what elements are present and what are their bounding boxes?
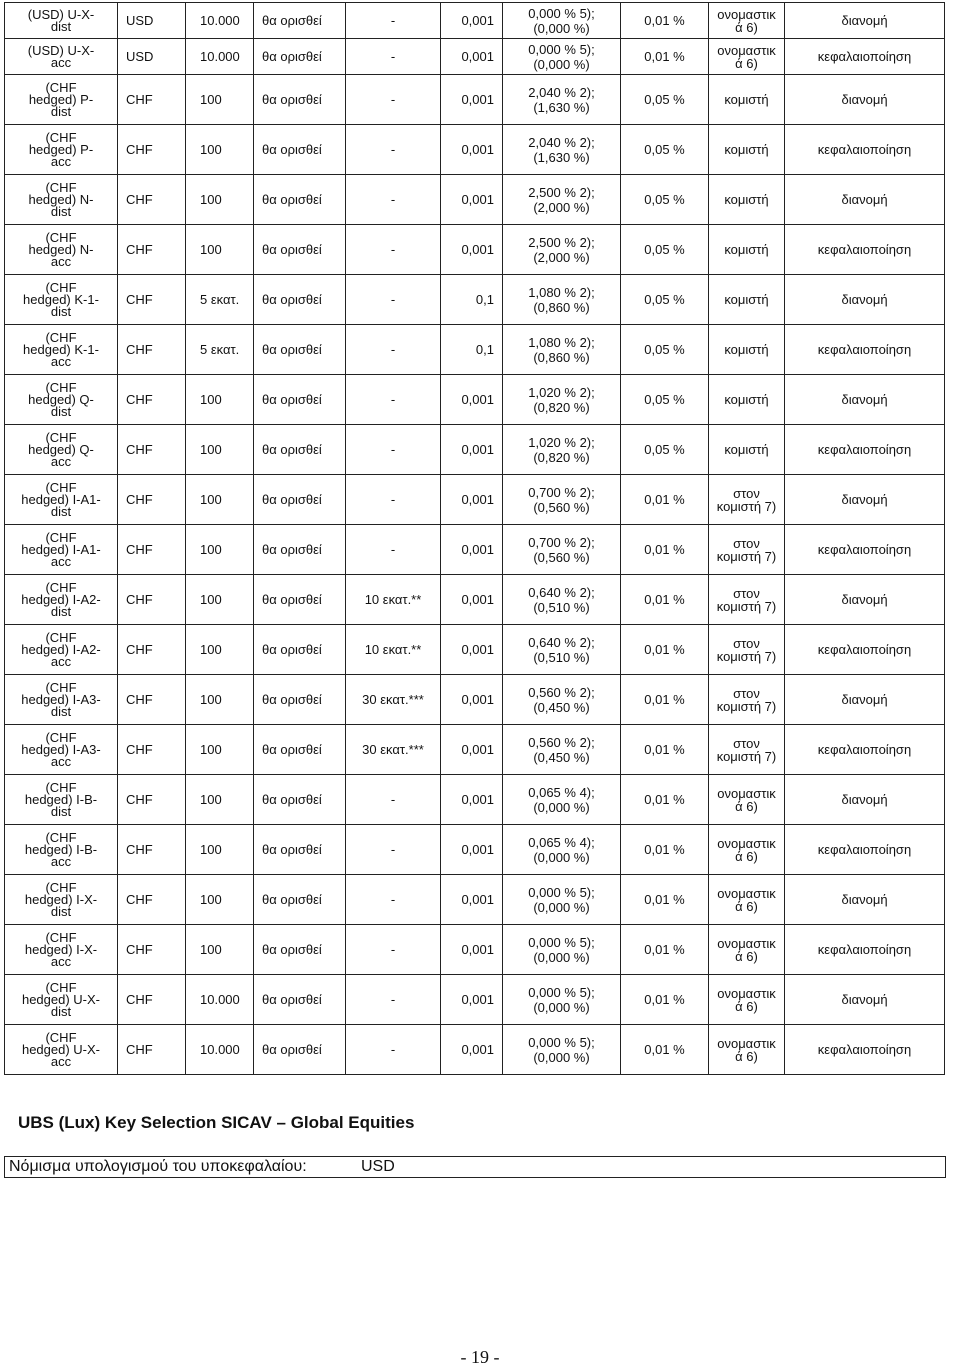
management-fee-cell: 0,000 % 5); (0,000 %): [503, 925, 621, 975]
minimum-investment-cell: 100: [186, 425, 254, 475]
currency-cell: CHF: [118, 775, 186, 825]
fraction-cell: 0,001: [441, 225, 503, 275]
currency-cell: CHF: [118, 75, 186, 125]
share-class-name: (CHF hedged) I-A3- dist: [5, 675, 118, 725]
share-type-cell: κομιστή: [709, 175, 785, 225]
fraction-cell: 0,001: [441, 975, 503, 1025]
currency-cell: CHF: [118, 1025, 186, 1075]
management-fee-cell: 1,020 % 2); (0,820 %): [503, 425, 621, 475]
minimum-investment-cell: 100: [186, 725, 254, 775]
subscription-tax-cell: 0,01 %: [621, 925, 709, 975]
launch-date-cell: θα ορισθεί: [254, 575, 346, 625]
fraction-cell: 0,1: [441, 325, 503, 375]
income-use-cell: διανομή: [785, 975, 945, 1025]
table-row: [5, 225, 945, 275]
launch-date-cell: θα ορισθεί: [254, 175, 346, 225]
share-class-name: (CHF hedged) P- acc: [5, 125, 118, 175]
minimum-subscription-cell: -: [346, 39, 441, 75]
share-class-name: (CHF hedged) I-B- acc: [5, 825, 118, 875]
share-type-cell: ονομαστικ ά 6): [709, 1025, 785, 1075]
launch-date-cell: θα ορισθεί: [254, 475, 346, 525]
launch-date-cell: θα ορισθεί: [254, 125, 346, 175]
minimum-subscription-cell: -: [346, 75, 441, 125]
management-fee-cell: 0,000 % 5); (0,000 %): [503, 3, 621, 39]
share-class-name: (CHF hedged) P- dist: [5, 75, 118, 125]
accounting-currency-label: Νόμισμα υπολογισμού του υποκεφαλαίου:: [9, 1158, 307, 1175]
minimum-investment-cell: 5 εκατ.: [186, 325, 254, 375]
share-type-cell: ονομαστικ ά 6): [709, 875, 785, 925]
income-use-cell: κεφαλαιοποίηση: [785, 39, 945, 75]
fraction-cell: 0,001: [441, 1025, 503, 1075]
currency-cell: CHF: [118, 525, 186, 575]
minimum-investment-cell: 100: [186, 675, 254, 725]
minimum-subscription-cell: -: [346, 125, 441, 175]
subscription-tax-cell: 0,05 %: [621, 325, 709, 375]
fraction-cell: 0,001: [441, 525, 503, 575]
share-type-cell: στον κομιστή 7): [709, 475, 785, 525]
launch-date-cell: θα ορισθεί: [254, 275, 346, 325]
subscription-tax-cell: 0,05 %: [621, 125, 709, 175]
launch-date-cell: θα ορισθεί: [254, 525, 346, 575]
management-fee-cell: 0,000 % 5); (0,000 %): [503, 39, 621, 75]
table-row: [5, 675, 945, 725]
minimum-investment-cell: 100: [186, 575, 254, 625]
launch-date-cell: θα ορισθεί: [254, 875, 346, 925]
launch-date-cell: θα ορισθεί: [254, 975, 346, 1025]
management-fee-cell: 2,500 % 2); (2,000 %): [503, 175, 621, 225]
minimum-investment-cell: 100: [186, 225, 254, 275]
table-row: [5, 925, 945, 975]
subscription-tax-cell: 0,01 %: [621, 525, 709, 575]
subscription-tax-cell: 0,01 %: [621, 625, 709, 675]
fraction-cell: 0,001: [441, 725, 503, 775]
minimum-subscription-cell: 10 εκατ.**: [346, 575, 441, 625]
table-row: [5, 325, 945, 375]
share-class-name: (CHF hedged) I-X- dist: [5, 875, 118, 925]
share-type-cell: κομιστή: [709, 325, 785, 375]
share-type-cell: ονομαστικ ά 6): [709, 825, 785, 875]
fraction-cell: 0,001: [441, 75, 503, 125]
table-row: [5, 375, 945, 425]
management-fee-cell: 1,080 % 2); (0,860 %): [503, 275, 621, 325]
table-row: [5, 39, 945, 75]
table-row: [5, 3, 945, 39]
accounting-currency-value: USD: [361, 1158, 395, 1175]
table-row: [5, 1025, 945, 1075]
currency-cell: CHF: [118, 675, 186, 725]
launch-date-cell: θα ορισθεί: [254, 325, 346, 375]
share-class-name: (CHF hedged) I-A2- acc: [5, 625, 118, 675]
minimum-subscription-cell: -: [346, 975, 441, 1025]
share-class-name: (USD) U-X- acc: [5, 39, 118, 75]
subscription-tax-cell: 0,01 %: [621, 475, 709, 525]
fraction-cell: 0,001: [441, 125, 503, 175]
fraction-cell: 0,001: [441, 425, 503, 475]
income-use-cell: διανομή: [785, 775, 945, 825]
income-use-cell: κεφαλαιοποίηση: [785, 825, 945, 875]
income-use-cell: κεφαλαιοποίηση: [785, 525, 945, 575]
minimum-investment-cell: 5 εκατ.: [186, 275, 254, 325]
subscription-tax-cell: 0,01 %: [621, 875, 709, 925]
minimum-investment-cell: 100: [186, 525, 254, 575]
income-use-cell: κεφαλαιοποίηση: [785, 425, 945, 475]
currency-cell: USD: [118, 3, 186, 39]
fund-title: UBS (Lux) Key Selection SICAV – Global Equities: [18, 1113, 415, 1132]
table-row: [5, 575, 945, 625]
share-type-cell: στον κομιστή 7): [709, 575, 785, 625]
currency-cell: CHF: [118, 875, 186, 925]
currency-cell: CHF: [118, 125, 186, 175]
minimum-subscription-cell: -: [346, 775, 441, 825]
launch-date-cell: θα ορισθεί: [254, 825, 346, 875]
share-type-cell: ονομαστικ ά 6): [709, 925, 785, 975]
minimum-subscription-cell: 10 εκατ.**: [346, 625, 441, 675]
subscription-tax-cell: 0,01 %: [621, 725, 709, 775]
subscription-tax-cell: 0,05 %: [621, 425, 709, 475]
fraction-cell: 0,001: [441, 175, 503, 225]
fraction-cell: 0,001: [441, 475, 503, 525]
fraction-cell: 0,001: [441, 825, 503, 875]
minimum-subscription-cell: -: [346, 325, 441, 375]
share-type-cell: ονομαστικ ά 6): [709, 975, 785, 1025]
share-class-name: (CHF hedged) Q- dist: [5, 375, 118, 425]
currency-cell: CHF: [118, 475, 186, 525]
minimum-subscription-cell: -: [346, 375, 441, 425]
minimum-subscription-cell: -: [346, 875, 441, 925]
income-use-cell: κεφαλαιοποίηση: [785, 725, 945, 775]
fraction-cell: 0,001: [441, 925, 503, 975]
share-type-cell: ονομαστικ ά 6): [709, 775, 785, 825]
currency-cell: CHF: [118, 975, 186, 1025]
management-fee-cell: 0,000 % 5); (0,000 %): [503, 975, 621, 1025]
management-fee-cell: 0,640 % 2); (0,510 %): [503, 575, 621, 625]
currency-cell: CHF: [118, 175, 186, 225]
minimum-investment-cell: 100: [186, 825, 254, 875]
table-row: [5, 425, 945, 475]
launch-date-cell: θα ορισθεί: [254, 1025, 346, 1075]
minimum-subscription-cell: -: [346, 175, 441, 225]
minimum-subscription-cell: -: [346, 225, 441, 275]
share-class-name: (CHF hedged) K-1- dist: [5, 275, 118, 325]
minimum-subscription-cell: -: [346, 1025, 441, 1075]
management-fee-cell: 0,000 % 5); (0,000 %): [503, 1025, 621, 1075]
currency-cell: USD: [118, 39, 186, 75]
launch-date-cell: θα ορισθεί: [254, 625, 346, 675]
share-class-table: [4, 2, 945, 1075]
management-fee-cell: 0,560 % 2); (0,450 %): [503, 675, 621, 725]
minimum-investment-cell: 100: [186, 475, 254, 525]
income-use-cell: κεφαλαιοποίηση: [785, 625, 945, 675]
management-fee-cell: 0,560 % 2); (0,450 %): [503, 725, 621, 775]
fraction-cell: 0,001: [441, 675, 503, 725]
table-row: [5, 825, 945, 875]
share-type-cell: στον κομιστή 7): [709, 675, 785, 725]
table-row: [5, 775, 945, 825]
share-type-cell: στον κομιστή 7): [709, 625, 785, 675]
share-class-name: (CHF hedged) K-1- acc: [5, 325, 118, 375]
currency-cell: CHF: [118, 325, 186, 375]
share-type-cell: κομιστή: [709, 425, 785, 475]
subscription-tax-cell: 0,01 %: [621, 825, 709, 875]
minimum-investment-cell: 100: [186, 125, 254, 175]
table-row: [5, 175, 945, 225]
management-fee-cell: 0,000 % 5); (0,000 %): [503, 875, 621, 925]
management-fee-cell: 2,040 % 2); (1,630 %): [503, 75, 621, 125]
minimum-subscription-cell: 30 εκατ.***: [346, 725, 441, 775]
launch-date-cell: θα ορισθεί: [254, 925, 346, 975]
launch-date-cell: θα ορισθεί: [254, 225, 346, 275]
management-fee-cell: 0,700 % 2); (0,560 %): [503, 525, 621, 575]
table-row: [5, 525, 945, 575]
share-class-name: (CHF hedged) I-X- acc: [5, 925, 118, 975]
income-use-cell: κεφαλαιοποίηση: [785, 325, 945, 375]
subscription-tax-cell: 0,01 %: [621, 675, 709, 725]
accounting-currency-box: [4, 1156, 946, 1178]
share-type-cell: στον κομιστή 7): [709, 725, 785, 775]
minimum-subscription-cell: -: [346, 525, 441, 575]
income-use-cell: διανομή: [785, 875, 945, 925]
currency-cell: CHF: [118, 625, 186, 675]
table-row: [5, 75, 945, 125]
subscription-tax-cell: 0,01 %: [621, 975, 709, 1025]
share-type-cell: κομιστή: [709, 125, 785, 175]
income-use-cell: διανομή: [785, 675, 945, 725]
income-use-cell: κεφαλαιοποίηση: [785, 225, 945, 275]
minimum-subscription-cell: -: [346, 425, 441, 475]
share-type-cell: στον κομιστή 7): [709, 525, 785, 575]
management-fee-cell: 2,040 % 2); (1,630 %): [503, 125, 621, 175]
share-type-cell: κομιστή: [709, 375, 785, 425]
income-use-cell: διανομή: [785, 3, 945, 39]
minimum-investment-cell: 100: [186, 875, 254, 925]
fraction-cell: 0,001: [441, 375, 503, 425]
share-class-name: (CHF hedged) I-B- dist: [5, 775, 118, 825]
table-row: [5, 475, 945, 525]
minimum-investment-cell: 10.000: [186, 975, 254, 1025]
management-fee-cell: 1,020 % 2); (0,820 %): [503, 375, 621, 425]
currency-cell: CHF: [118, 375, 186, 425]
table-row: [5, 875, 945, 925]
launch-date-cell: θα ορισθεί: [254, 75, 346, 125]
launch-date-cell: θα ορισθεί: [254, 775, 346, 825]
subscription-tax-cell: 0,01 %: [621, 775, 709, 825]
fraction-cell: 0,001: [441, 3, 503, 39]
table-row: [5, 625, 945, 675]
share-class-name: (CHF hedged) U-X- acc: [5, 1025, 118, 1075]
launch-date-cell: θα ορισθεί: [254, 425, 346, 475]
share-class-name: (CHF hedged) I-A1- acc: [5, 525, 118, 575]
share-type-cell: ονομαστικ ά 6): [709, 3, 785, 39]
table-row: [5, 275, 945, 325]
share-type-cell: ονομαστικ ά 6): [709, 39, 785, 75]
minimum-investment-cell: 100: [186, 375, 254, 425]
income-use-cell: διανομή: [785, 575, 945, 625]
management-fee-cell: 0,065 % 4); (0,000 %): [503, 825, 621, 875]
currency-cell: CHF: [118, 425, 186, 475]
minimum-subscription-cell: -: [346, 3, 441, 39]
management-fee-cell: 0,700 % 2); (0,560 %): [503, 475, 621, 525]
launch-date-cell: θα ορισθεί: [254, 725, 346, 775]
currency-cell: CHF: [118, 825, 186, 875]
subscription-tax-cell: 0,01 %: [621, 39, 709, 75]
subscription-tax-cell: 0,05 %: [621, 275, 709, 325]
minimum-subscription-cell: -: [346, 275, 441, 325]
income-use-cell: κεφαλαιοποίηση: [785, 1025, 945, 1075]
subscription-tax-cell: 0,01 %: [621, 1025, 709, 1075]
minimum-investment-cell: 100: [186, 925, 254, 975]
table-row: [5, 125, 945, 175]
minimum-investment-cell: 100: [186, 625, 254, 675]
share-class-name: (CHF hedged) I-A2- dist: [5, 575, 118, 625]
fraction-cell: 0,001: [441, 875, 503, 925]
launch-date-cell: θα ορισθεί: [254, 675, 346, 725]
minimum-investment-cell: 10.000: [186, 39, 254, 75]
minimum-investment-cell: 10.000: [186, 1025, 254, 1075]
minimum-subscription-cell: -: [346, 925, 441, 975]
subscription-tax-cell: 0,05 %: [621, 175, 709, 225]
subscription-tax-cell: 0,05 %: [621, 225, 709, 275]
minimum-investment-cell: 10.000: [186, 3, 254, 39]
share-class-name: (CHF hedged) N- dist: [5, 175, 118, 225]
share-class-name: (CHF hedged) I-A1- dist: [5, 475, 118, 525]
fraction-cell: 0,001: [441, 625, 503, 675]
table-row: [5, 975, 945, 1025]
subscription-tax-cell: 0,01 %: [621, 575, 709, 625]
currency-cell: CHF: [118, 575, 186, 625]
income-use-cell: κεφαλαιοποίηση: [785, 125, 945, 175]
subscription-tax-cell: 0,01 %: [621, 3, 709, 39]
launch-date-cell: θα ορισθεί: [254, 375, 346, 425]
currency-cell: CHF: [118, 225, 186, 275]
share-class-name: (USD) U-X- dist: [5, 3, 118, 39]
share-class-table-body: [5, 3, 945, 1075]
share-class-name: (CHF hedged) I-A3- acc: [5, 725, 118, 775]
minimum-subscription-cell: -: [346, 475, 441, 525]
income-use-cell: διανομή: [785, 75, 945, 125]
management-fee-cell: 1,080 % 2); (0,860 %): [503, 325, 621, 375]
minimum-investment-cell: 100: [186, 75, 254, 125]
subscription-tax-cell: 0,05 %: [621, 75, 709, 125]
currency-cell: CHF: [118, 725, 186, 775]
fraction-cell: 0,001: [441, 39, 503, 75]
share-class-name: (CHF hedged) N- acc: [5, 225, 118, 275]
page-number: - 19 -: [460, 1347, 500, 1367]
minimum-subscription-cell: 30 εκατ.***: [346, 675, 441, 725]
launch-date-cell: θα ορισθεί: [254, 39, 346, 75]
income-use-cell: κεφαλαιοποίηση: [785, 925, 945, 975]
share-class-name: (CHF hedged) Q- acc: [5, 425, 118, 475]
income-use-cell: διανομή: [785, 375, 945, 425]
subscription-tax-cell: 0,05 %: [621, 375, 709, 425]
share-type-cell: κομιστή: [709, 225, 785, 275]
minimum-subscription-cell: -: [346, 825, 441, 875]
minimum-investment-cell: 100: [186, 775, 254, 825]
share-type-cell: κομιστή: [709, 275, 785, 325]
launch-date-cell: θα ορισθεί: [254, 3, 346, 39]
fraction-cell: 0,1: [441, 275, 503, 325]
table-row: [5, 725, 945, 775]
fraction-cell: 0,001: [441, 775, 503, 825]
share-type-cell: κομιστή: [709, 75, 785, 125]
management-fee-cell: 0,640 % 2); (0,510 %): [503, 625, 621, 675]
income-use-cell: διανομή: [785, 475, 945, 525]
management-fee-cell: 0,065 % 4); (0,000 %): [503, 775, 621, 825]
minimum-investment-cell: 100: [186, 175, 254, 225]
income-use-cell: διανομή: [785, 175, 945, 225]
share-class-name: (CHF hedged) U-X- dist: [5, 975, 118, 1025]
fraction-cell: 0,001: [441, 575, 503, 625]
currency-cell: CHF: [118, 925, 186, 975]
currency-cell: CHF: [118, 275, 186, 325]
income-use-cell: διανομή: [785, 275, 945, 325]
management-fee-cell: 2,500 % 2); (2,000 %): [503, 225, 621, 275]
